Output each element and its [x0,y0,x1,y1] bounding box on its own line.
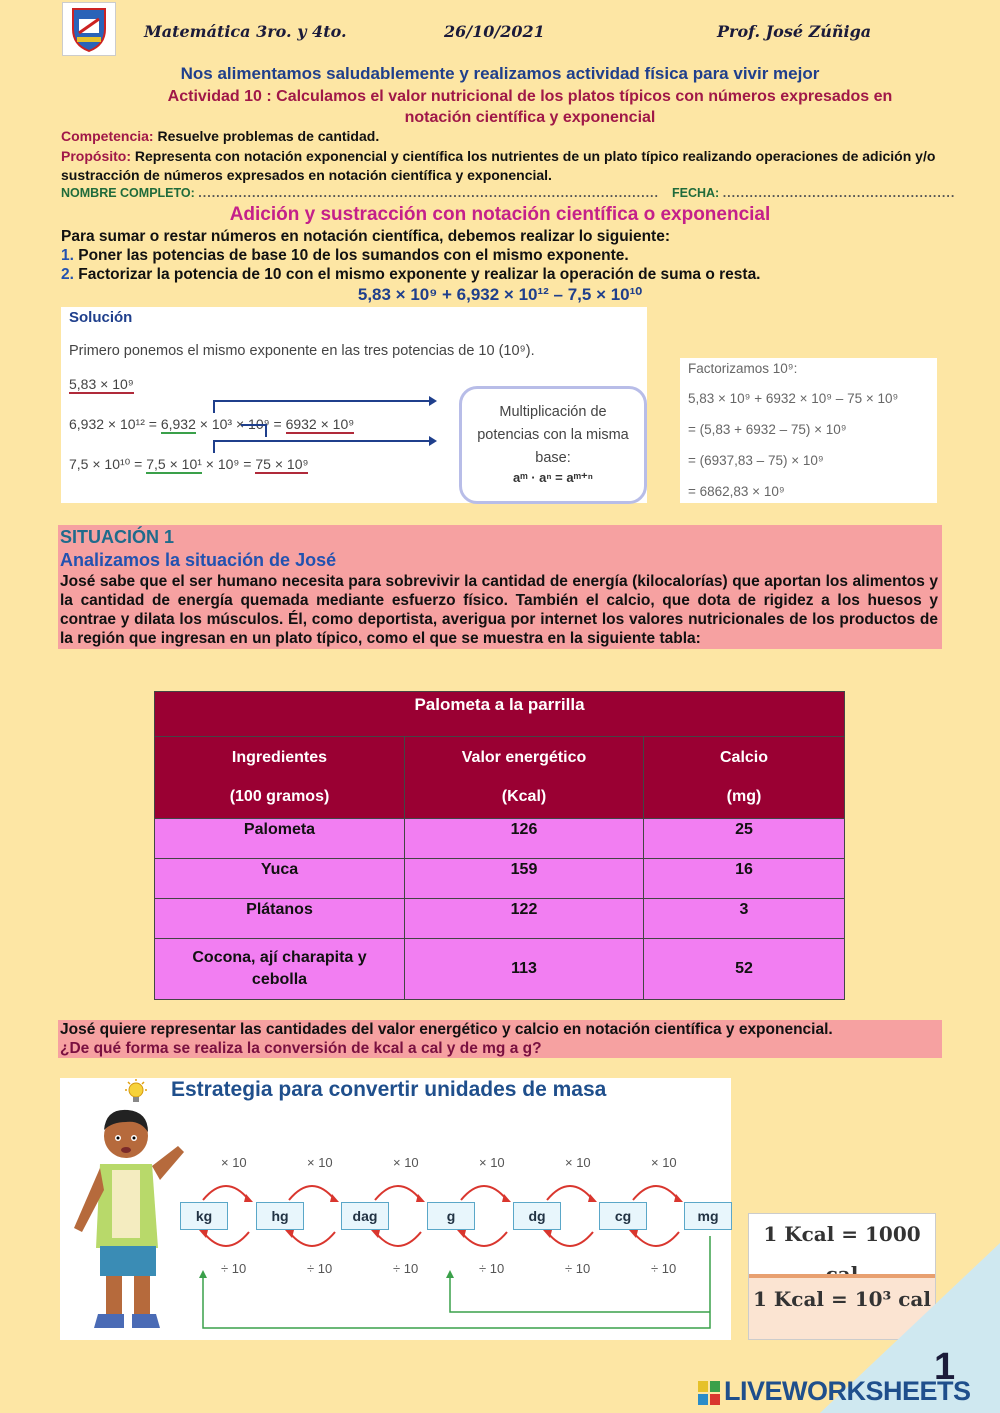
question-box [58,1020,942,1058]
cell: 3 [644,899,845,939]
div-label: ÷ 10 [221,1261,247,1276]
step-2-num: 2. [61,266,74,283]
step-1-num: 1. [61,247,74,264]
course-label: Matemática 3ro. y 4to. [144,22,347,41]
name-label: NOMBRE COMPLETO: [61,186,195,200]
situation-subtitle: Analizamos la situación de José [60,550,337,570]
mult-label: × 10 [651,1155,677,1170]
step-2 [61,266,761,284]
cell: 126 [405,819,644,859]
factor-line-2: = (5,83 + 6932 – 75) × 10⁹ [688,422,847,437]
page-title: Nos alimentamos saludablemente y realizamos actividad física para vivir mejor [180,64,820,83]
table-row [155,939,845,1000]
solution-heading: Solución [69,309,133,326]
date-field[interactable]: FECHA: .................................................... [672,186,956,200]
factor-heading: Factorizamos 10⁹: [688,361,798,376]
row3d: 75 × 10⁹ [255,456,309,472]
strategy-title: Estrategia para convertir unidades de masa [171,1078,607,1101]
rule-formula: aᵐ · aⁿ = aᵐ⁺ⁿ [513,470,593,485]
header-energy [405,737,644,819]
situation-text: José sabe que el ser humano necesita para sobrevivir la cantidad de energía (kilocalorías) que aportan los alimentos y la cantidad de energía quemada mediante esfuerzo físico. También el calcio, que dota de rigidez a los huesos y contrae y dilata los músculos. Él, como deportista, averigua por internet los valores nutricionales de los productos de la región que ingresan en un plato típico, como el que se muestra en la siguiente tabla: [60,573,938,647]
header-calcium-top: Calcio [719,749,768,766]
cell: 159 [405,859,644,899]
question-line-1: José quiere representar las cantidades del valor energético y calcio en notación científica y exponencial. [60,1021,833,1038]
row3b: 7,5 × 10¹ [146,456,202,472]
liveworksheets-logo-icon [698,1381,720,1405]
header-ingredients-bottom: (100 gramos) [229,788,330,805]
unit-kg: kg [180,1202,228,1230]
mult-label: × 10 [393,1155,419,1170]
competencia-label: Competencia: [61,128,154,144]
header-ingredients [155,737,405,819]
activity-title: Actividad 10 : Calculamos el valor nutricional de los platos típicos con números expresados en notación científica y exponencial [167,88,893,126]
header-calcium [644,737,845,819]
step-1 [61,247,629,265]
unit-dag: dag [341,1202,389,1230]
proposito-label: Propósito: [61,148,131,164]
factor-line-1: 5,83 × 10⁹ + 6932 × 10⁹ – 75 × 10⁹ [688,391,899,406]
expression: 5,83 × 10⁹ + 6,932 × 10¹² – 7,5 × 10¹⁰ [357,285,643,304]
row3a: 7,5 × 10¹⁰ = [69,456,143,472]
div-label: ÷ 10 [565,1261,591,1276]
row3c: × 10⁹ = [205,456,252,472]
proposito [61,147,941,185]
cell: Cocona, ají charapita y cebolla [155,939,405,1000]
factor-panel [680,358,937,503]
cell: 25 [644,819,845,859]
unit-dg: dg [513,1202,561,1230]
table-row [155,859,845,899]
kcal-line-1: 1 Kcal = 1000 [763,1222,921,1246]
question-line-2: ¿De qué forma se realiza la conversión de kcal a cal y de mg a g? [60,1040,542,1057]
header-ingredients-top: Ingredientes [231,749,328,766]
mult-label: × 10 [307,1155,333,1170]
unit-hg: hg [256,1202,304,1230]
page-number: 1 [934,1346,956,1388]
row2c: × 10³ × 10⁹ = [199,416,282,432]
table-row [155,899,845,939]
cell: 113 [405,939,644,1000]
situation-label: SITUACIÓN 1 [60,527,175,547]
factor-line-4: = 6862,83 × 10⁹ [688,484,785,499]
competencia-text: Resuelve problemas de cantidad. [157,128,380,144]
cell: Plátanos [155,899,405,939]
solution-line: Primero ponemos el mismo exponente en las tres potencias de 10 (10⁹). [69,343,535,359]
intro-text: Para sumar o restar números en notación científica, debemos realizar lo siguiente: [61,228,670,245]
unit-mg: mg [684,1202,732,1230]
table-title: Palometa a la parrilla [155,692,845,737]
cell: 122 [405,899,644,939]
table-row [155,819,845,859]
unit-g: g [427,1202,475,1230]
teacher-label: Prof. José Zúñiga [717,22,872,41]
header-energy-bottom: (Kcal) [501,788,547,805]
competencia [61,128,379,144]
date-label: 26/10/2021 [444,22,545,41]
row2d: 6932 × 10⁹ [285,416,355,432]
kcal-line-2: 1 Kcal = 10³ cal [749,1278,935,1339]
header-calcium-bottom: (mg) [726,788,762,805]
cell: Yuca [155,859,405,899]
proposito-text: Representa con notación exponencial y científica los nutrientes de un plato típico realizando operaciones de adición y/o sustracción de números expresados en notación científica y exponencial. [61,148,936,183]
div-label: ÷ 10 [393,1261,419,1276]
div-label: ÷ 10 [479,1261,505,1276]
situation-box [58,525,942,649]
header-energy-top: Valor energético [461,749,587,766]
school-logo [62,2,116,56]
step-1-text: Poner las potencias de base 10 de los sumandos con el mismo exponente. [78,247,629,264]
row2a: 6,932 × 10¹² = [69,416,157,432]
cell: 16 [644,859,845,899]
liveworksheets-brand: LIVEWORKSHEETS [724,1376,971,1406]
mult-label: × 10 [221,1155,247,1170]
cell: Palometa [155,819,405,859]
step-2-text: Factorizar la potencia de 10 con el mismo exponente y realizar la operación de suma o resta. [78,266,761,283]
cell: 52 [644,939,845,1000]
solution-row1: 5,83 × 10⁹ [69,376,134,392]
row2b: 6,932 [160,416,196,432]
name-field[interactable]: NOMBRE COMPLETO: ....................................................................................................... [61,186,659,200]
section-title: Adición y sustracción con notación científica o exponencial [229,204,771,225]
nutrition-table [154,691,845,1000]
mult-label: × 10 [479,1155,505,1170]
date-field-label: FECHA: [672,186,720,200]
factor-line-3: = (6937,83 – 75) × 10⁹ [688,453,824,468]
unit-cg: cg [599,1202,647,1230]
div-label: ÷ 10 [307,1261,333,1276]
rule-text: Multiplicación de potencias con la misma base: [477,404,629,466]
rule-box [459,386,647,504]
div-label: ÷ 10 [651,1261,677,1276]
mult-label: × 10 [565,1155,591,1170]
solution-panel [61,307,647,503]
